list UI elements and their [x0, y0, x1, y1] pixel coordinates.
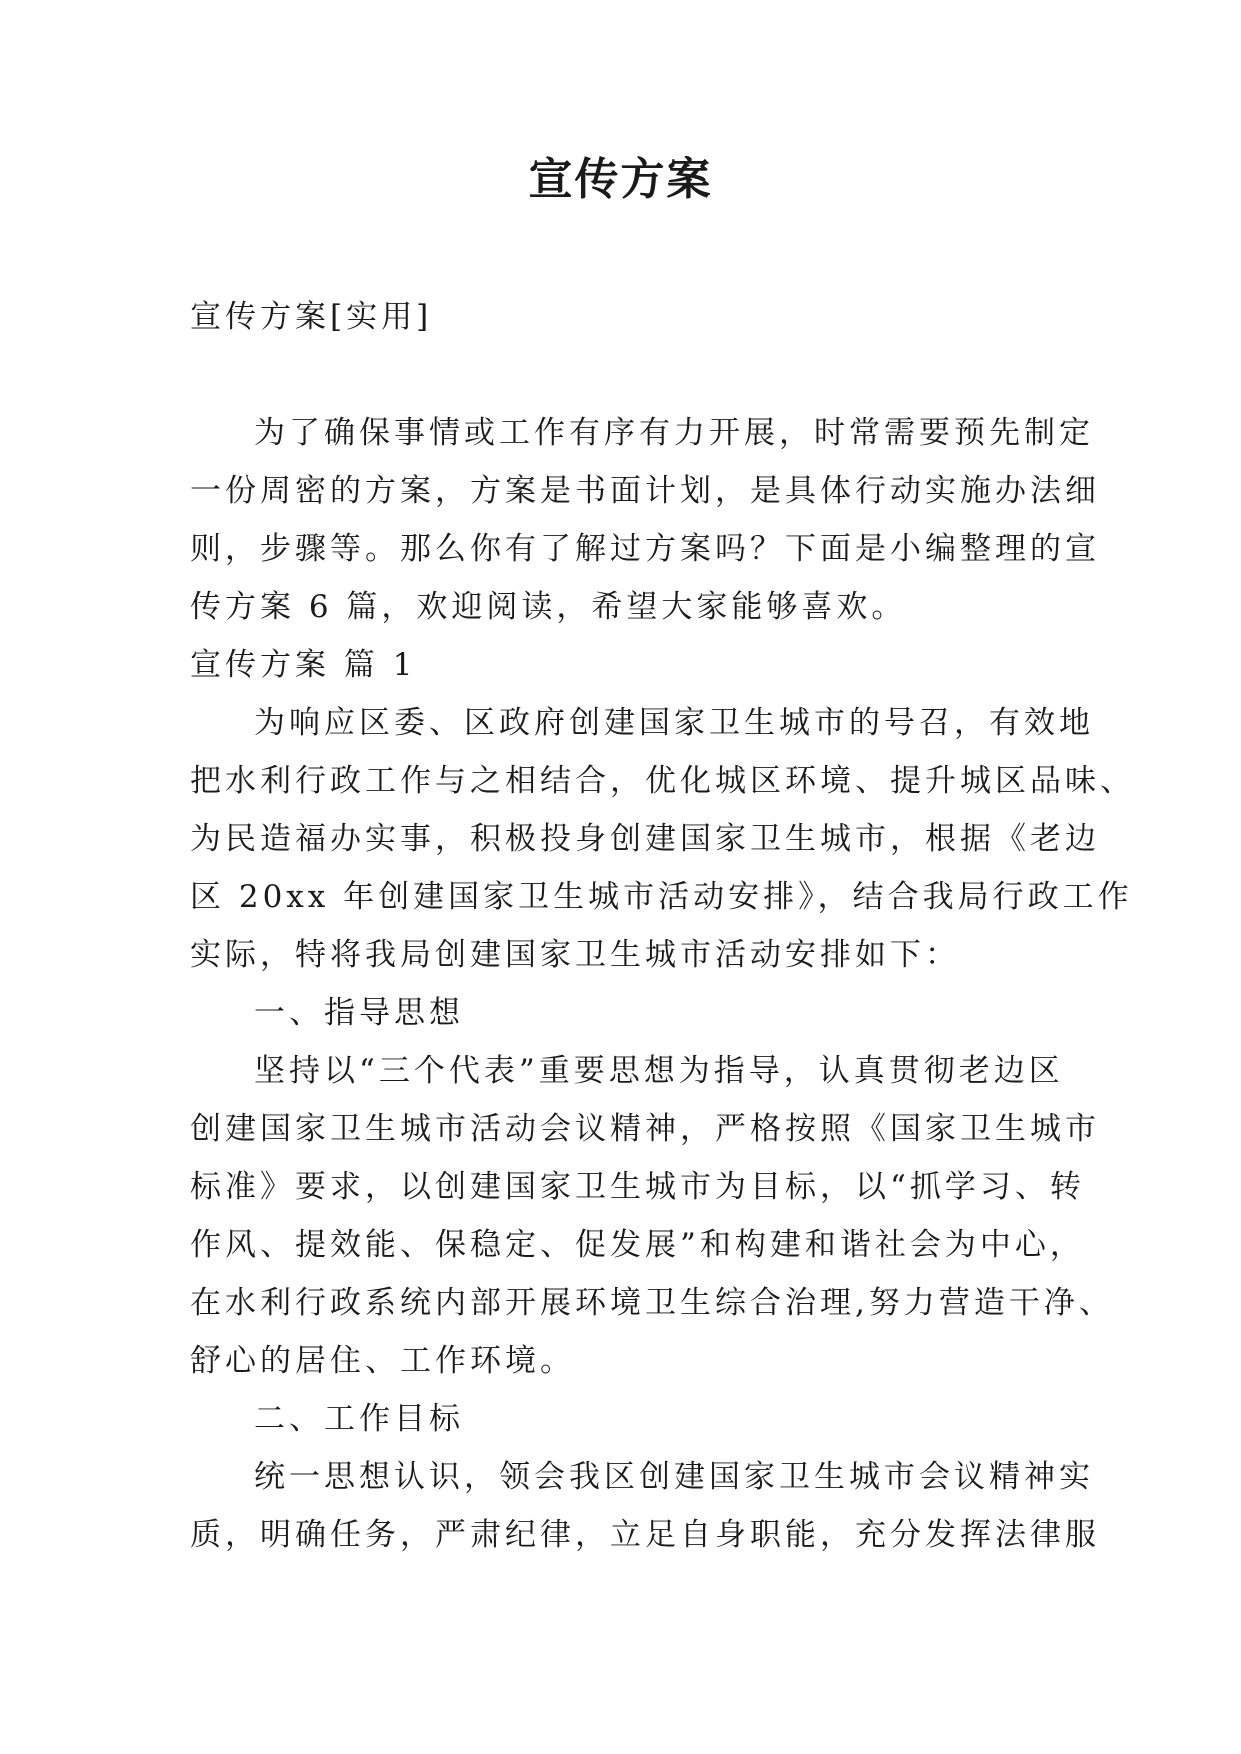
- text-line: 把水利行政工作与之相结合，优化城区环境、提升城区品味、: [190, 763, 1135, 799]
- text-line: 传方案 6 篇，欢迎阅读，希望大家能够喜欢。: [190, 589, 907, 625]
- paragraph-2: [190, 1042, 1114, 1390]
- section-heading: 宣传方案 篇 1: [190, 647, 417, 683]
- document-title: 宣传方案: [528, 154, 713, 205]
- heading-work-goals: 二、工作目标: [254, 1401, 464, 1437]
- text-line: 舒心的居住、工作环境。: [190, 1343, 575, 1379]
- text-line: 质，明确任务，严肃纪律，立足自身职能，充分发挥法律服: [190, 1517, 1100, 1553]
- text-line: 为了确保事情或工作有序有力开展，时常需要预先制定: [254, 415, 1094, 451]
- text-line: 作风、提效能、保稳定、促发展”和构建和谐社会为中心，: [190, 1227, 1085, 1263]
- heading-guiding-ideology: 一、指导思想: [254, 995, 464, 1031]
- text-line: 为民造福办实事，积极投身创建国家卫生城市，根据《老边: [190, 821, 1100, 857]
- document-subtitle: 宣传方案[实用]: [190, 299, 433, 335]
- text-line: 一份周密的方案，方案是书面计划，是具体行动实施办法细: [190, 473, 1100, 509]
- text-line: 实际，特将我局创建国家卫生城市活动安排如下：: [190, 937, 960, 973]
- paragraph-1: [190, 694, 1135, 984]
- intro-paragraph: [190, 404, 1100, 636]
- paragraph-3: [190, 1448, 1100, 1564]
- paragraph-gap: [190, 346, 1050, 404]
- text-line: 则，步骤等。那么你有了解过方案吗？下面是小编整理的宣: [190, 531, 1100, 567]
- document-body: [190, 288, 1135, 1564]
- text-line: 在水利行政系统内部开展环境卫生综合治理,努力营造干净、: [190, 1285, 1114, 1321]
- text-line: 统一思想认识，领会我区创建国家卫生城市会议精神实: [254, 1459, 1094, 1495]
- text-line: 坚持以“三个代表”重要思想为指导，认真贯彻老边区: [254, 1053, 1064, 1089]
- text-line: 标准》要求，以创建国家卫生城市为目标，以“抓学习、转: [190, 1169, 1085, 1205]
- text-line: 创建国家卫生城市活动会议精神，严格按照《国家卫生城市: [190, 1111, 1100, 1147]
- text-line: 区 20xx 年创建国家卫生城市活动安排》，结合我局行政工作: [190, 879, 1133, 915]
- text-line: 为响应区委、区政府创建国家卫生城市的号召，有效地: [254, 705, 1094, 741]
